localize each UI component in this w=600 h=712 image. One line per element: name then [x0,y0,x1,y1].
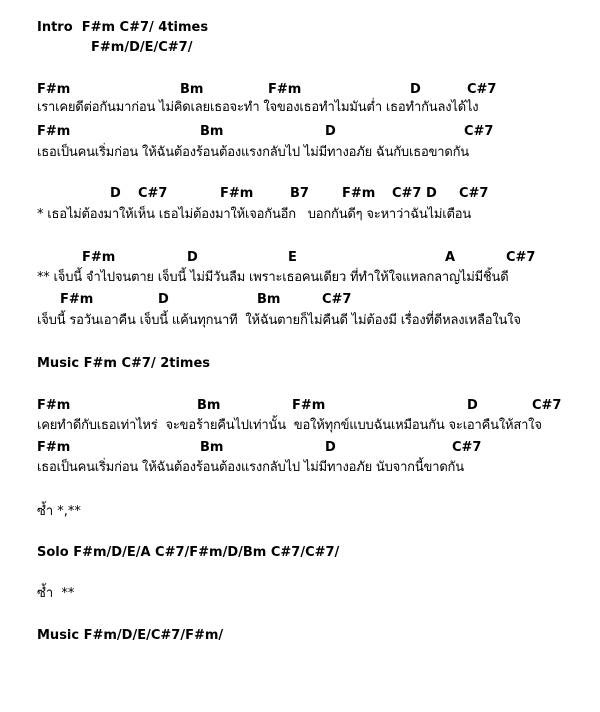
chord: D [158,292,169,307]
chord: C#7 [322,292,352,307]
chord: F#m [37,398,71,413]
chord: Bm [200,124,224,139]
music-outro: Music F#m/D/E/C#7/F#m/ [37,628,224,643]
chord: C#7 D [392,186,437,201]
chord: B7 [290,186,309,201]
chord: E [288,250,297,265]
chord: C#7 [459,186,489,201]
music-interlude: Music F#m C#7/ 2times [37,356,211,371]
chord: D [467,398,478,413]
chord: D [110,186,121,201]
chord: Bm [257,292,281,307]
chord: A [445,250,456,265]
lyric-line: * เธอไม่ต้องมาให้เห็น เธอไม่ต้องมาให้เจอกันอีก บอกกันดีๆ จะหาว่าฉันไม่เตือน [37,207,472,222]
chord: Bm [180,82,204,97]
chord: Bm [197,398,221,413]
chord: F#m [220,186,254,201]
chord: F#m [37,124,71,139]
chord: C#7 [452,440,482,455]
intro-progression: F#m/D/E/C#7/ [91,40,193,55]
repeat-marker: ซ้ำ ** [37,586,75,601]
chord: C#7 [138,186,168,201]
chord: F#m [60,292,94,307]
lyric-line: เจ็บนี้ รอวันเอาคืน เจ็บนี้ แค้นทุกนาที ให้ฉันตายก็ไม่คืนดี ไม่ต้องมี เรื่องที่ดีหลงเหลือในใจ [37,313,521,328]
repeat-marker: ซ้ำ *,** [37,504,81,519]
chord: F#m [37,440,71,455]
chord: Bm [200,440,224,455]
chord: C#7 [467,82,497,97]
solo-line: Solo F#m/D/E/A C#7/F#m/D/Bm C#7/C#7/ [37,545,340,560]
chord: C#7 [506,250,536,265]
chord: D [325,124,336,139]
lyric-line: เธอเป็นคนเริ่มก่อน ให้ฉันต้องร้อนต้องแรงกลับไป ไม่มีทางอภัย ฉันกับเธอขาดกัน [37,145,469,160]
chord: C#7 [532,398,562,413]
chord: F#m [292,398,326,413]
intro-heading: Intro F#m C#7/ 4times [37,20,209,35]
lyric-line: เราเคยดีต่อกันมาก่อน ไม่คิดเลยเธอจะทำ ใจของเธอทำไมมันต่ำ เธอทำกันลงได้ไง [37,100,479,115]
chord: D [187,250,198,265]
chord: F#m [268,82,302,97]
chord: F#m [82,250,116,265]
lyric-line: ** เจ็บนี้ จำไปจนตาย เจ็บนี้ ไม่มีวันลืม เพราะเธอคนเดียว ที่ทำให้ใจแหลกลาญไม่มีชิ้นดี [37,270,509,285]
lyric-line: เธอเป็นคนเริ่มก่อน ให้ฉันต้องร้อนต้องแรงกลับไป ไม่มีทางอภัย นับจากนี้ขาดกัน [37,460,464,475]
chord: C#7 [464,124,494,139]
chord: D [325,440,336,455]
lyric-line: เคยทำดีกับเธอเท่าไหร่ จะขอร้ายคืนไปเท่านั้น ขอให้ทุกข์แบบฉันเหมือนกัน จะเอาคืนให้สาใจ [37,418,542,433]
chord: F#m [342,186,376,201]
chord: D [410,82,421,97]
chord: F#m [37,82,71,97]
